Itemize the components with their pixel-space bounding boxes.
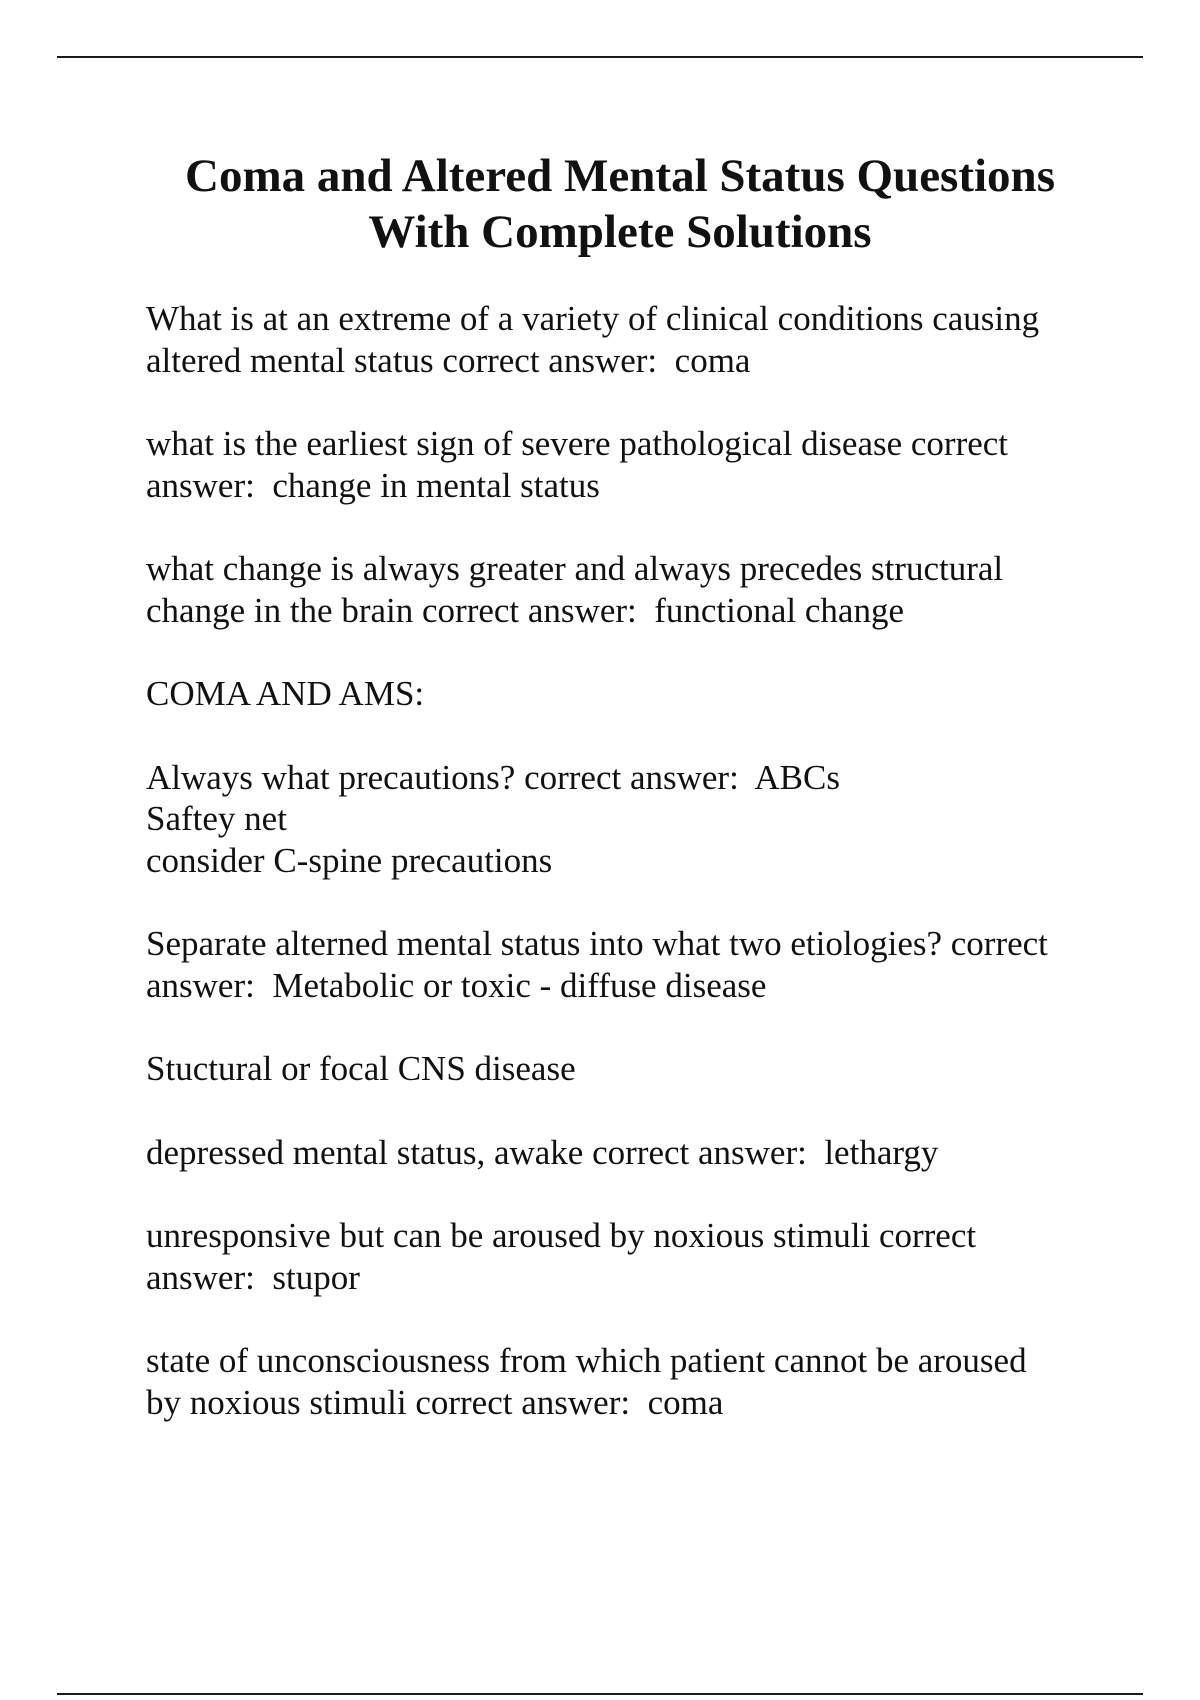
text-line: answer: Metabolic or toxic - diffuse disease	[146, 965, 767, 1005]
qa-item	[146, 298, 1156, 381]
qa-item	[146, 923, 1156, 1006]
title-line-2: With Complete Solutions	[368, 206, 872, 258]
qa-item	[146, 757, 1156, 882]
text-line: state of unconsciousness from which patient cannot be aroused	[146, 1341, 1027, 1380]
text-line: unresponsive but can be aroused by noxious stimuli correct	[146, 1216, 977, 1255]
qa-item	[146, 423, 1156, 506]
text-line: what change is always greater and always precedes structural	[146, 549, 1004, 588]
text-line: Separate alterned mental status into what two etiologies? correct	[146, 924, 1048, 963]
text-line: answer: stupor	[146, 1257, 360, 1297]
top-rule	[57, 56, 1143, 58]
bottom-rule	[57, 1693, 1143, 1695]
section-heading	[146, 673, 1156, 715]
text-line: change in the brain correct answer: functional change	[146, 590, 904, 630]
qa-item	[146, 1215, 1156, 1298]
text-line: by noxious stimuli correct answer: coma	[146, 1382, 724, 1422]
text-line: what is the earliest sign of severe pathological disease correct	[146, 424, 1009, 463]
text-line: answer: change in mental status	[146, 465, 600, 505]
text-line: depressed mental status, awake correct answer: lethargy	[146, 1132, 939, 1172]
document-body	[146, 298, 1156, 1465]
page-title	[100, 148, 1140, 260]
text-line: What is at an extreme of a variety of clinical conditions causing	[146, 299, 1040, 338]
qa-item	[146, 1132, 1156, 1174]
qa-item	[146, 548, 1156, 631]
text-line: Stuctural or focal CNS disease	[146, 1049, 576, 1088]
title-line-1: Coma and Altered Mental Status Questions	[185, 150, 1055, 202]
text-line: altered mental status correct answer: coma	[146, 340, 751, 380]
qa-item	[146, 1048, 1156, 1090]
text-line: Always what precautions? correct answer: ABCs	[146, 757, 840, 797]
text-line: Saftey net	[146, 799, 287, 838]
text-line: COMA AND AMS:	[146, 674, 425, 713]
text-line: consider C-spine precautions	[146, 840, 553, 880]
qa-item	[146, 1340, 1156, 1423]
